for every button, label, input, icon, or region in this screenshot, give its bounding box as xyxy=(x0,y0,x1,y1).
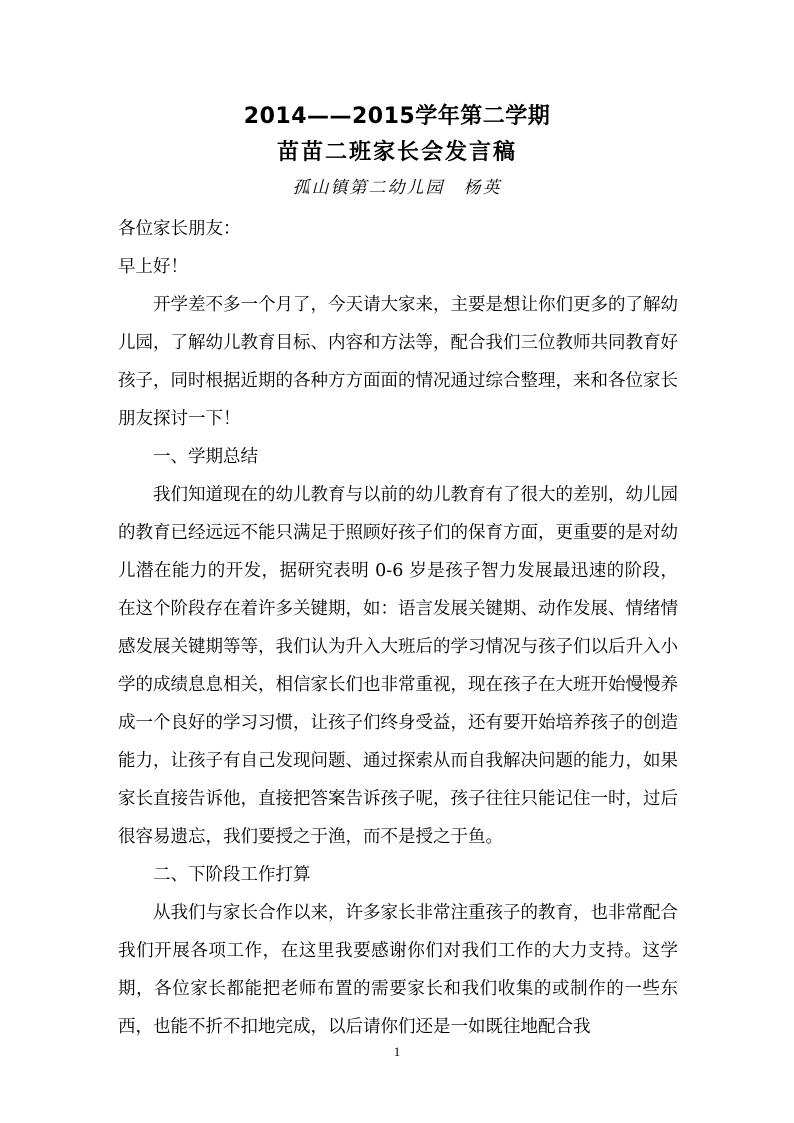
paragraph-intro: 开学差不多一个月了，今天请大家来，主要是想让你们更多的了解幼儿园，了解幼儿教育目标、内容和方法等，配合我们三位教师共同教育好孩子，同时根据近期的各种方方面面的情况通过综合整理，来和各位家长朋友探讨一下！ xyxy=(118,295,678,429)
section-heading-plan: 二、下阶段工作打算 xyxy=(153,865,311,885)
paragraph-plan: 从我们与家长合作以来，许多家长非常注重孩子的教育，也非常配合我们开展各项工作，在这里我要感谢你们对我们工作的大力支持。这学期，各位家长都能把老师布置的需要家长和我们收集的或制作的一些东西，也能不折不扣地完成，以后请你们还是一如既往地配合我 xyxy=(118,903,678,1037)
page-number: 1 xyxy=(393,1044,401,1059)
document-body xyxy=(118,210,678,1046)
document-title-line1: 2014——2015学年第二学期 xyxy=(243,104,551,129)
section-heading-summary: 一、学期总结 xyxy=(153,447,258,467)
paragraph-summary: 我们知道现在的幼儿教育与以前的幼儿教育有了很大的差别，幼儿园的教育已经远远不能只满足于照顾好孩子们的保育方面，更重要的是对幼儿潜在能力的开发，据研究表明 0-6 岁是孩子智力发展最迅速的阶段，在这个阶段存在着许多关键期，如：语言发展关键期、动作发展、情绪情感发展关键期等等，我们认为升入大班后的学习情况与孩子们以后升入小学的成绩息息相关，相信家长们也非常重视，现在孩子在大班开始慢慢养成一个良好的学习习惯，让孩子们终身受益，还有要开始培养孩子的创造能力，让孩子有自己发现问题、通过探索从而自我解决问题的能力，如果家长直接告诉他，直接把答案告诉孩子呢，孩子往往只能记住一时，过后很容易遗忘，我们要授之于渔，而不是授之于鱼。 xyxy=(118,485,678,847)
salutation: 各位家长朋友： xyxy=(118,219,241,239)
document-author: 孤山镇第二幼儿园 杨英 xyxy=(292,178,502,198)
greeting: 早上好！ xyxy=(118,257,188,277)
document-title-line2: 苗苗二班家长会发言稿 xyxy=(276,140,517,165)
